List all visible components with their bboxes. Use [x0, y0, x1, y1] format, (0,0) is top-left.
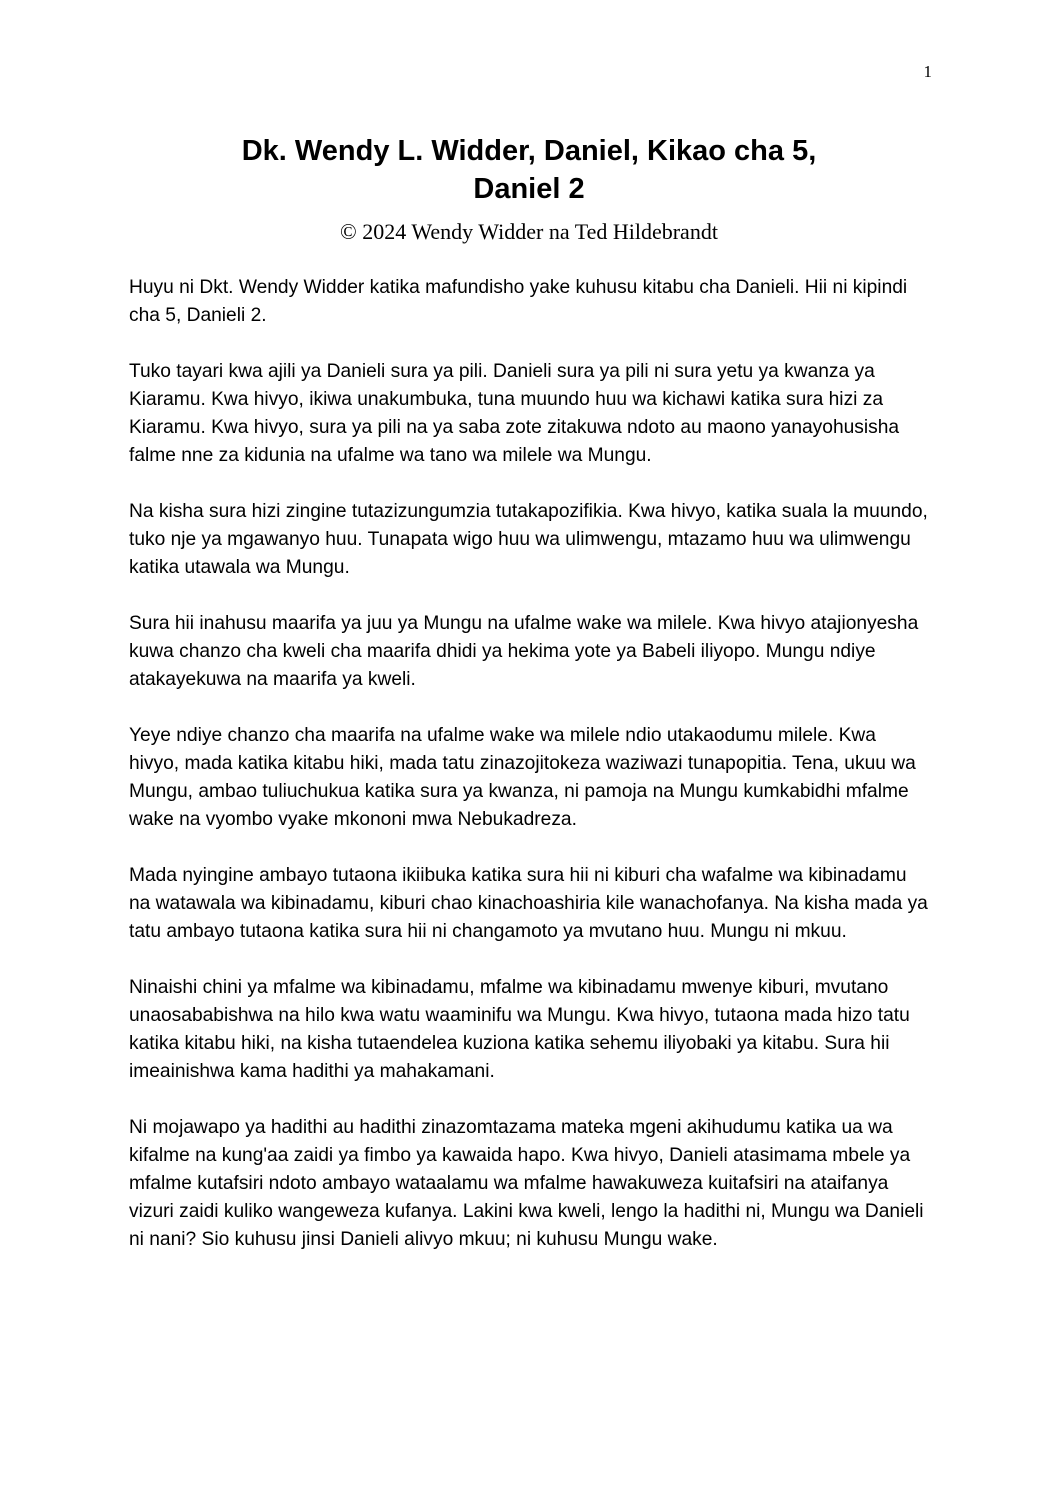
page-number: 1	[923, 62, 932, 81]
paragraph: Ni mojawapo ya hadithi au hadithi zinazomtazama mateka mgeni akihudumu katika ua wa kifalme na kung'aa zaidi ya fimbo ya kawaida hapo. Kwa hivyo, Danieli atasimama mbele ya mfalme kutafsiri ndoto ambayo wataalamu wa mfalme hawakuweza kuitafsiri na ataifanya vizuri zaidi kuliko wangeweza kufanya. Lakini kwa kweli, lengo la hadithi ni, Mungu wa Danieli ni nani? Sio kuhusu jinsi Danieli alivyo mkuu; ni kuhusu Mungu wake.	[129, 1117, 924, 1250]
paragraph: Na kisha sura hizi zingine tutazizungumzia tutakapozifikia. Kwa hivyo, katika suala la muundo, tuko nje ya mgawanyo huu. Tunapata wigo huu wa ulimwengu, mtazamo huu wa ulimwengu katika utawala wa Mungu.	[129, 501, 928, 578]
document-title-line-1: Dk. Wendy L. Widder, Daniel, Kikao cha 5,	[241, 135, 817, 167]
document-title-line-2: Daniel 2	[473, 173, 585, 205]
paragraph: Tuko tayari kwa ajili ya Danieli sura ya pili. Danieli sura ya pili ni sura yetu ya kwanza ya Kiaramu. Kwa hivyo, ikiwa unakumbuka, tuna muundo huu wa kichawi katika sura hizi za Kiaramu. Kwa hivyo, sura ya pili na ya saba zote zitakuwa ndoto au maono yanayohusisha falme nne za kidunia na ufalme wa tano wa milele wa Mungu.	[129, 361, 900, 466]
body-text	[129, 274, 929, 1282]
paragraph: Yeye ndiye chanzo cha maarifa na ufalme wake wa milele ndio utakaodumu milele. Kwa hivyo, mada katika kitabu hiki, mada tatu zinazojitokeza waziwazi tunapopitia. Tena, ukuu wa Mungu, ambao tuliuchukua katika sura ya kwanza, ni pamoja na Mungu kumkabidhi mfalme wake na vyombo vyake mkononi mwa Nebukadreza.	[129, 725, 916, 830]
paragraph: Ninaishi chini ya mfalme wa kibinadamu, mfalme wa kibinadamu mwenye kiburi, mvutano unaosababishwa na hilo kwa watu waaminifu wa Mungu. Kwa hivyo, tutaona mada hizo tatu katika kitabu hiki, na kisha tutaendelea kuziona katika sehemu iliyobaki ya kitabu. Sura hii imeainishwa kama hadithi ya mahakamani.	[129, 977, 910, 1082]
paragraph: Mada nyingine ambayo tutaona ikiibuka katika sura hii ni kiburi cha wafalme wa kibinadamu na watawala wa kibinadamu, kiburi chao kinachoashiria kile wanachofanya. Na kisha mada ya tatu ambayo tutaona katika sura hii ni changamoto ya mvutano huu. Mungu ni mkuu.	[129, 865, 928, 942]
copyright-notice: © 2024 Wendy Widder na Ted Hildebrandt	[340, 219, 718, 244]
paragraph: Huyu ni Dkt. Wendy Widder katika mafundisho yake kuhusu kitabu cha Danieli. Hii ni kipindi cha 5, Danieli 2.	[129, 277, 908, 326]
document-title	[0, 132, 1058, 208]
paragraph: Sura hii inahusu maarifa ya juu ya Mungu na ufalme wake wa milele. Kwa hivyo atajionyesha kuwa chanzo cha kweli cha maarifa dhidi ya hekima yote ya Babeli iliyopo. Mungu ndiye atakayekuwa na maarifa ya kweli.	[129, 613, 919, 690]
